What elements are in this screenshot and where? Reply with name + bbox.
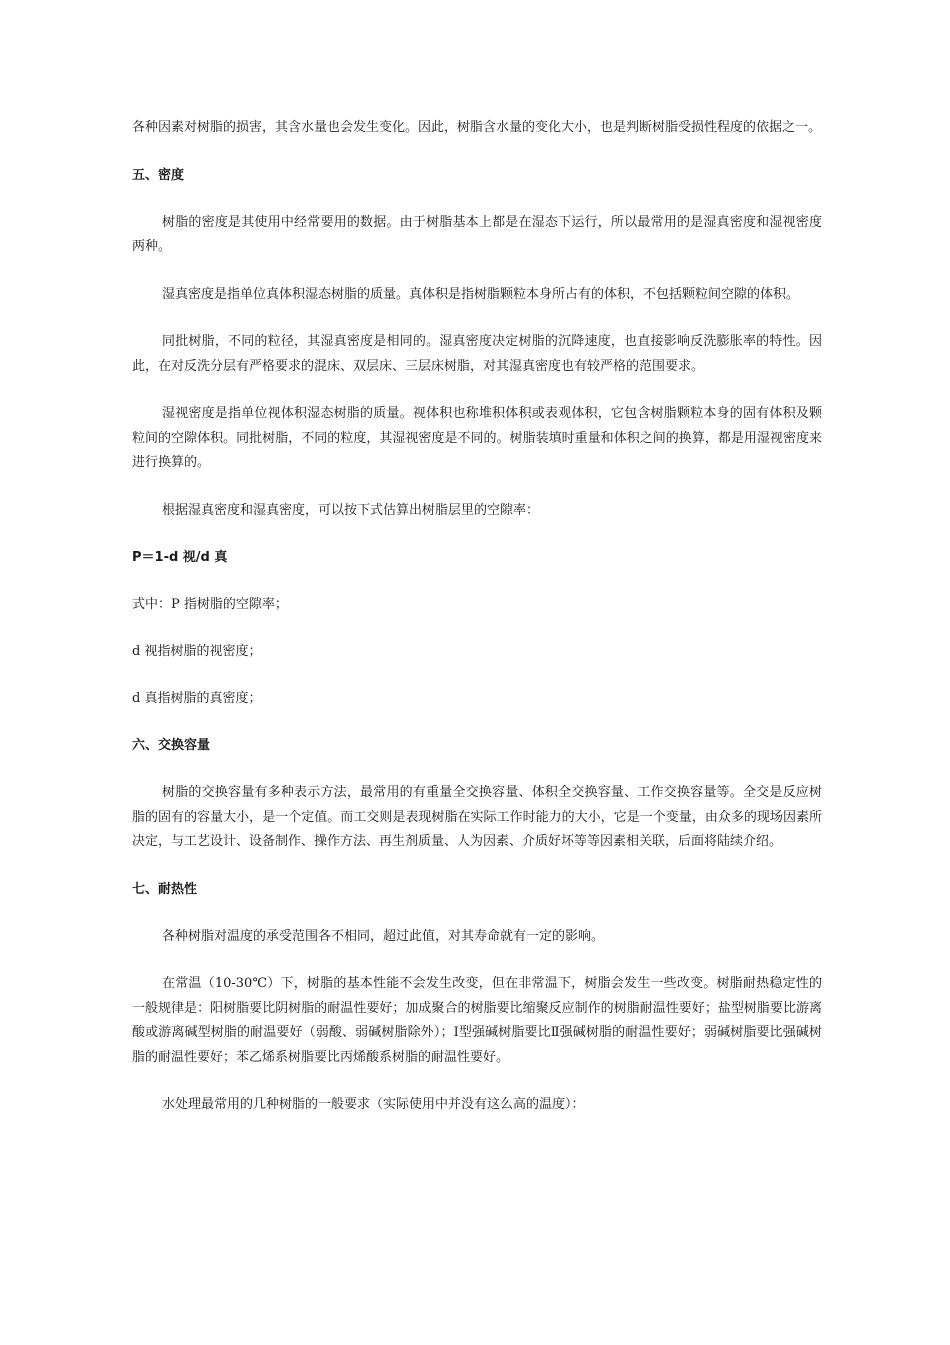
formula-definition-p: 式中：P 指树脂的空隙率； xyxy=(132,597,288,612)
paragraph-wet-true-density: 湿真密度是指单位真体积湿态树脂的质量。真体积是指树脂颗粒本身所占有的体积，不包括颗粒间空隙的体积。 xyxy=(162,286,800,302)
document-page xyxy=(132,116,822,1118)
heading-section-6-exchange-capacity: 六、交换容量 xyxy=(132,738,211,753)
paragraph-moisture-conclusion: 各种因素对树脂的损害，其含水量也会发生变化。因此，树脂含水量的变化大小，也是判断树脂受损性程度的依据之一。 xyxy=(132,120,822,135)
heading-section-5-density: 五、密度 xyxy=(132,167,185,183)
formula-definition-d-true: d 真指树脂的真密度； xyxy=(132,691,262,706)
formula-definition-d-apparent: d 视指树脂的视密度； xyxy=(132,644,262,659)
paragraph-temperature-range: 各种树脂对温度的承受范围各不相同，超过此值，对其寿命就有一定的影响。 xyxy=(162,928,605,944)
paragraph-void-ratio-intro: 根据湿真密度和湿真密度，可以按下式估算出树脂层里的空隙率： xyxy=(162,502,540,518)
paragraph-water-treatment-requirements: 水处理最常用的几种树脂的一般要求（实际使用中并没有这么高的温度）： xyxy=(162,1097,585,1112)
paragraph-density-intro: 树脂的密度是其使用中经常要用的数据。由于树脂基本上都是在湿态下运行，所以最常用的是湿真密度和湿视密度两种。 xyxy=(132,214,822,254)
paragraph-wet-apparent-density: 湿视密度是指单位视体积湿态树脂的质量。视体积也称堆积体积或表观体积，它包含树脂颗粒本身的固有体积及颗粒间的空隙体积。同批树脂，不同的粒度，其湿视密度是不同的。树脂装填时重量和体积之间的换算，都是用湿视密度来进行换算的。 xyxy=(132,406,822,470)
paragraph-true-density-effect: 同批树脂，不同的粒径，其湿真密度是相同的。湿真密度决定树脂的沉降速度，也直接影响反洗膨胀率的特性。因此，在对反洗分层有严格要求的混床、双层床、三层床树脂，对其湿真密度也有较严格的范围要求。 xyxy=(132,334,822,374)
formula-void-ratio: P＝1-d 视/d 真 xyxy=(132,550,228,565)
paragraph-exchange-capacity: 树脂的交换容量有多种表示方法，最常用的有重量全交换容量、体积全交换容量、工作交换容量等。全交是反应树脂的固有的容量大小，是一个定值。而工交则是表现树脂在实际工作时能力的大小，它是一个变量，由众多的现场因素所决定，与工艺设计、设备制作、操作方法、再生剂质量、人为因素、介质好坏等等因素相关联，后面将陆续介绍。 xyxy=(132,785,822,849)
heading-section-7-heat-resistance: 七、耐热性 xyxy=(132,881,198,897)
paragraph-heat-stability-rules: 在常温（10-30℃）下，树脂的基本性能不会发生改变，但在非常温下，树脂会发生一些改变。树脂耐热稳定性的一般规律是：阳树脂要比阴树脂的耐温性要好；加成聚合的树脂要比缩聚反应制作的树脂耐温性要好；盐型树脂要比游离酸或游离碱型树脂的耐温要好（弱酸、弱碱树脂除外）；Ⅰ型强碱树脂要比Ⅱ强碱树脂的耐温性要好；弱碱树脂要比强碱树脂的耐温性要好；苯乙烯系树脂要比丙烯酸系树脂的耐温性要好。 xyxy=(132,976,822,1065)
